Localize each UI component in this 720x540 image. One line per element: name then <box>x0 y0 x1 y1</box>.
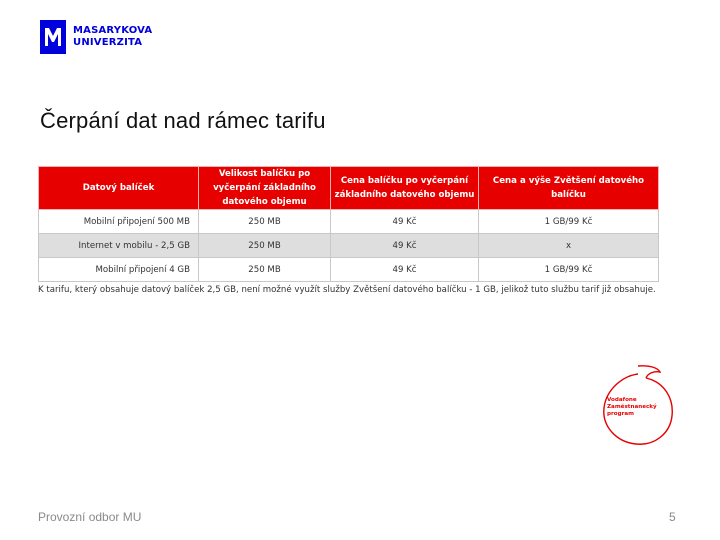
table-footnote: K tarifu, který obsahuje datový balíček 2,5 GB, není možné využít služby Zvětšení datového balíčku - 1 GB, jelikož tuto službu tarif již obsahuje. <box>38 285 656 295</box>
table-cell: 49 Kč <box>331 258 479 282</box>
table-cell: 49 Kč <box>331 234 479 258</box>
table-cell: x <box>479 234 659 258</box>
table-row <box>39 234 659 258</box>
university-logo <box>40 20 152 54</box>
table-cell: 250 MB <box>199 234 331 258</box>
vodafone-label-line1: Vodafone <box>607 397 637 403</box>
university-name-line1: MASARYKOVA <box>73 25 153 36</box>
page-title: Čerpání dat nad rámec tarifu <box>40 108 326 133</box>
column-header: Velikost balíčku po vyčerpání základního datového objemu <box>199 167 331 210</box>
vodafone-label-line2: Zaměstnanecký <box>607 404 657 410</box>
table-cell: Mobilní připojení 500 MB <box>39 210 199 234</box>
table-cell: 250 MB <box>199 258 331 282</box>
column-header: Cena balíčku po vyčerpání základního datového objemu <box>331 167 479 210</box>
table-row <box>39 210 659 234</box>
table-row <box>39 258 659 282</box>
table-header-row <box>39 167 659 210</box>
university-name-line2: UNIVERZITA <box>73 37 143 48</box>
table-cell: Internet v mobilu - 2,5 GB <box>39 234 199 258</box>
page-number: 5 <box>669 510 676 524</box>
university-name <box>73 25 152 49</box>
data-package-table <box>38 166 659 282</box>
table-cell: 1 GB/99 Kč <box>479 210 659 234</box>
vodafone-label-line3: program <box>607 411 634 417</box>
column-header: Cena a výše Zvětšení datového balíčku <box>479 167 659 210</box>
footer-department: Provozní odbor MU <box>38 510 142 524</box>
table-cell: Mobilní připojení 4 GB <box>39 258 199 282</box>
table-cell: 1 GB/99 Kč <box>479 258 659 282</box>
university-logo-icon <box>40 20 66 54</box>
table-cell: 49 Kč <box>331 210 479 234</box>
vodafone-program-label <box>607 397 657 418</box>
table-cell: 250 MB <box>199 210 331 234</box>
column-header: Datový balíček <box>39 167 199 210</box>
